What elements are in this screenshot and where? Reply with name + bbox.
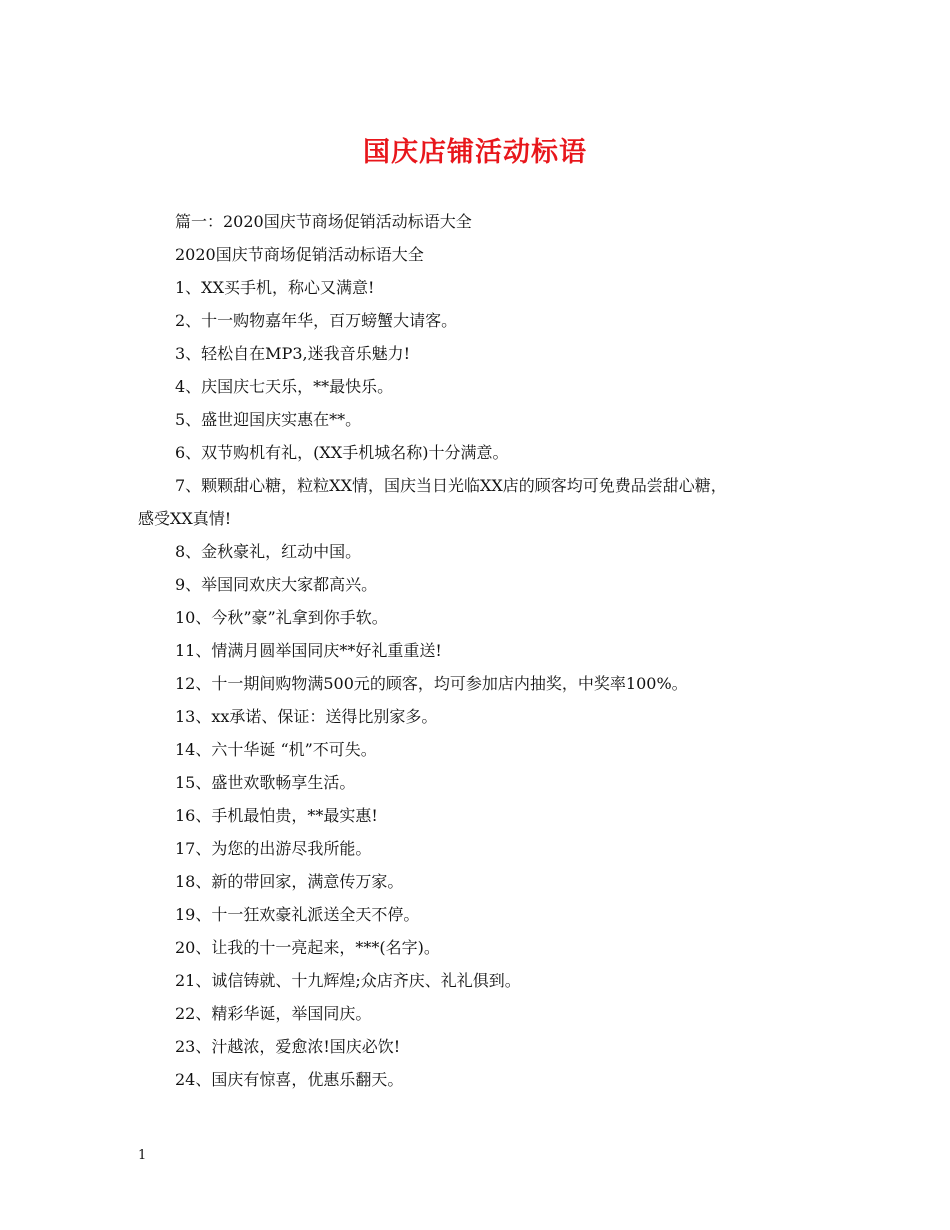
list-item: 22、精彩华诞，举国同庆。: [175, 1004, 372, 1023]
list-item: 18、新的带回家，满意传万家。: [175, 872, 404, 891]
list-item: 23、汁越浓，爱愈浓!国庆必饮!: [175, 1037, 401, 1056]
list-item: 2、十一购物嘉年华，百万螃蟹大请客。: [175, 311, 458, 330]
list-item: 8、金秋豪礼，红动中国。: [175, 542, 362, 561]
list-item: 16、手机最怕贵，**最实惠!: [175, 806, 378, 825]
list-item: 11、情满月圆举国同庆**好礼重重送!: [175, 641, 442, 660]
list-item-wrapped: [138, 469, 838, 535]
list-item: 14、六十华诞 “机”不可失。: [175, 740, 377, 759]
document-body: [138, 205, 838, 1096]
list-item: 3、轻松自在MP3,迷我音乐魅力!: [175, 344, 411, 363]
list-item: 13、xx承诺、保证：送得比别家多。: [175, 707, 438, 726]
list-item: 10、今秋”豪”礼拿到你手软。: [175, 608, 388, 627]
list-item: 15、盛世欢歌畅享生活。: [175, 773, 356, 792]
document-title: 国庆店铺活动标语: [363, 137, 587, 168]
list-item-line: 7、颗颗甜心糖，粒粒XX情，国庆当日光临XX店的顾客均可免费品尝甜心糖，: [175, 476, 727, 495]
list-item-continuation: 感受XX真情!: [138, 509, 232, 528]
list-item: 12、十一期间购物满500元的顾客，均可参加店内抽奖，中奖率100%。: [175, 674, 688, 693]
list-item: 20、让我的十一亮起来，***(名字)。: [175, 938, 440, 957]
list-item: 21、诚信铸就、十九辉煌;众店齐庆、礼礼俱到。: [175, 971, 521, 990]
list-item: 4、庆国庆七天乐，**最快乐。: [175, 377, 394, 396]
subheading: 2020国庆节商场促销活动标语大全: [175, 245, 424, 264]
list-item: 19、十一狂欢豪礼派送全天不停。: [175, 905, 420, 924]
list-item: 5、盛世迎国庆实惠在**。: [175, 410, 362, 429]
list-item: 9、举国同欢庆大家都高兴。: [175, 575, 378, 594]
page-number: 1: [138, 1148, 147, 1163]
list-item: 1、XX买手机，称心又满意!: [175, 278, 375, 297]
list-item: 24、国庆有惊喜，优惠乐翻天。: [175, 1070, 404, 1089]
list-item: 17、为您的出游尽我所能。: [175, 839, 372, 858]
list-item: 6、双节购机有礼，(XX手机城名称)十分满意。: [175, 443, 509, 462]
section-heading: 篇一：2020国庆节商场促销活动标语大全: [175, 212, 472, 231]
